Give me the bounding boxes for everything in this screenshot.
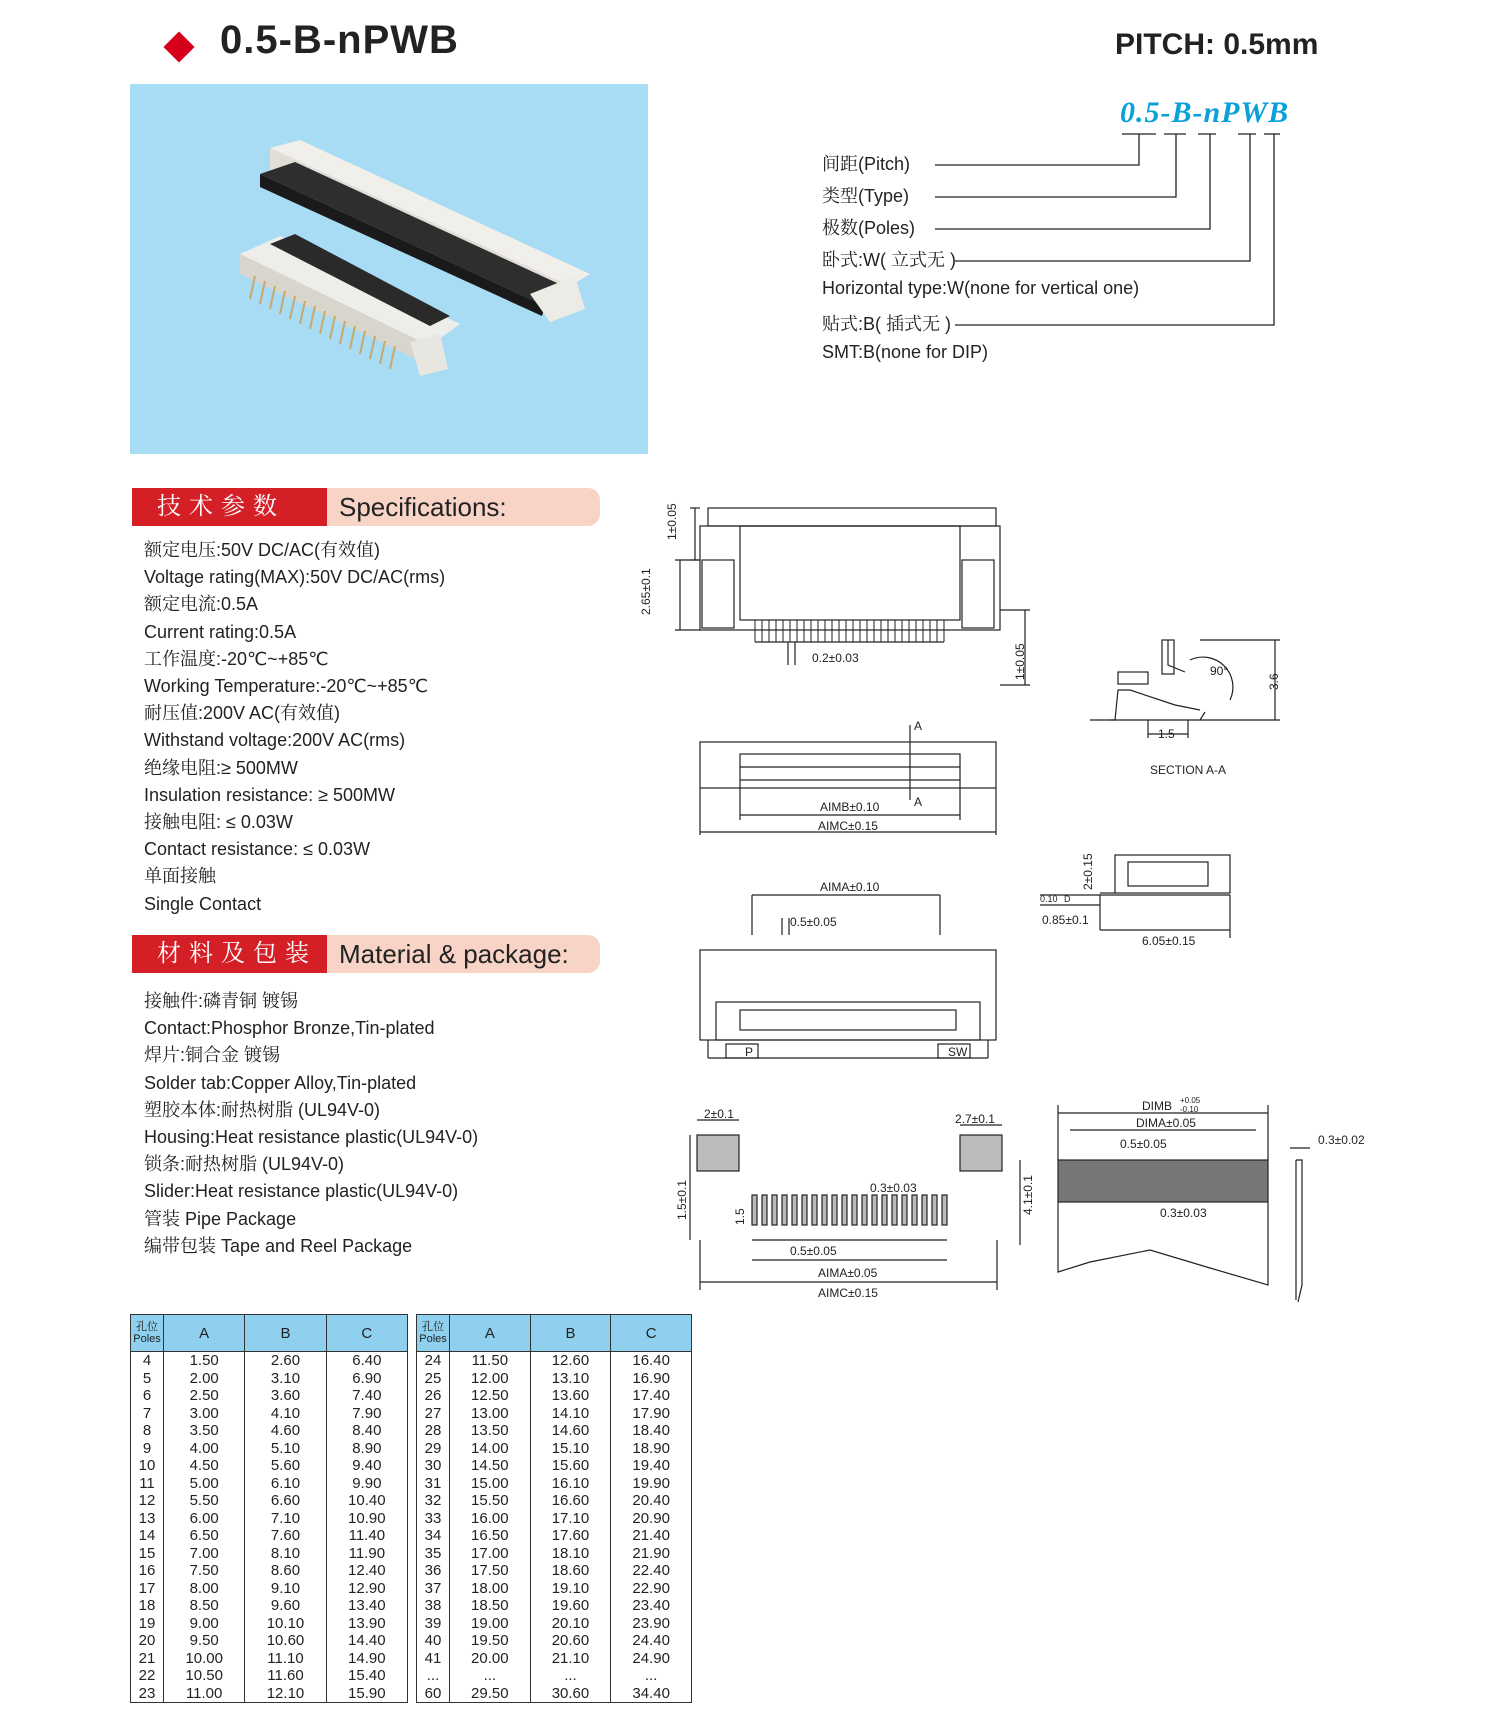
column-header-poles: 孔位 Poles bbox=[417, 1315, 450, 1352]
dim-label: 0.85±0.1 bbox=[1042, 913, 1089, 927]
table-cell: 41 bbox=[417, 1650, 450, 1668]
legend-smt-en: SMT:B(none for DIP) bbox=[822, 342, 989, 362]
table-cell: 12.00 bbox=[450, 1370, 531, 1388]
table-cell: 8 bbox=[131, 1422, 164, 1440]
table-row bbox=[417, 1457, 692, 1475]
dim-label: P bbox=[745, 1045, 754, 1059]
table-row bbox=[417, 1510, 692, 1528]
dim-label: AIMC±0.15 bbox=[818, 1286, 878, 1300]
table-cell: 10.40 bbox=[326, 1492, 407, 1510]
table-cell: 40 bbox=[417, 1632, 450, 1650]
table-row bbox=[417, 1387, 692, 1405]
table-cell: 34 bbox=[417, 1527, 450, 1545]
dim-label: 0.5±0.05 bbox=[790, 1244, 837, 1258]
table-cell: 18.60 bbox=[530, 1562, 611, 1580]
table-cell: 13.10 bbox=[530, 1370, 611, 1388]
material-line: 焊片:铜合金 镀锡 bbox=[144, 1045, 281, 1066]
table-cell: 10.60 bbox=[245, 1632, 326, 1650]
spec-line: Working Temperature:-20℃~+85℃ bbox=[144, 676, 428, 697]
table-cell: 10.50 bbox=[164, 1667, 245, 1685]
dim-label: A bbox=[914, 719, 923, 733]
table-cell: 11.00 bbox=[164, 1685, 245, 1703]
table-row bbox=[131, 1405, 408, 1423]
dim-label: 0.3±0.03 bbox=[870, 1181, 917, 1195]
table-cell: 19.10 bbox=[530, 1580, 611, 1598]
table-cell: 30.60 bbox=[530, 1685, 611, 1703]
dim-label: 1.5 bbox=[1158, 727, 1175, 741]
table-cell: 3.10 bbox=[245, 1370, 326, 1388]
dim-label: 6.05±0.15 bbox=[1142, 934, 1196, 948]
table-row bbox=[417, 1580, 692, 1598]
table-cell: 7.60 bbox=[245, 1527, 326, 1545]
table-cell: 20 bbox=[131, 1632, 164, 1650]
table-cell: 7.50 bbox=[164, 1562, 245, 1580]
part-code: 0.5-B-nPWB bbox=[1120, 96, 1290, 129]
table-row bbox=[417, 1562, 692, 1580]
table-row bbox=[131, 1422, 408, 1440]
table-cell: 19.50 bbox=[450, 1632, 531, 1650]
table-row bbox=[131, 1510, 408, 1528]
table-row bbox=[417, 1527, 692, 1545]
table-row bbox=[131, 1352, 408, 1370]
table-cell: 20.40 bbox=[611, 1492, 692, 1510]
dim-label: AIMA±0.10 bbox=[820, 880, 880, 894]
table-cell: 17.00 bbox=[450, 1545, 531, 1563]
legend-poles: 极数(Poles) bbox=[822, 218, 916, 238]
dim-label: A bbox=[914, 795, 923, 809]
table-cell: 25 bbox=[417, 1370, 450, 1388]
dim-label: AIMA±0.05 bbox=[818, 1266, 878, 1280]
table-cell: 11 bbox=[131, 1475, 164, 1493]
dim-label: 2.65±0.1 bbox=[639, 568, 653, 615]
table-cell: 9.50 bbox=[164, 1632, 245, 1650]
table-cell: 8.50 bbox=[164, 1597, 245, 1615]
table-cell: 21 bbox=[131, 1650, 164, 1668]
dim-label: 0.10 bbox=[1040, 894, 1058, 904]
table-cell: 6.90 bbox=[326, 1370, 407, 1388]
table-row bbox=[417, 1632, 692, 1650]
table-cell: 8.00 bbox=[164, 1580, 245, 1598]
table-cell: 23.90 bbox=[611, 1615, 692, 1633]
table-cell: ... bbox=[450, 1667, 531, 1685]
table-cell: ... bbox=[530, 1667, 611, 1685]
legend-smt-cn: 贴式:B( 插式无 ) bbox=[822, 314, 951, 334]
table-cell: 14.90 bbox=[326, 1650, 407, 1668]
table-cell: 12.90 bbox=[326, 1580, 407, 1598]
table-row bbox=[417, 1475, 692, 1493]
table-row bbox=[131, 1685, 408, 1703]
table-cell: 12 bbox=[131, 1492, 164, 1510]
table-row bbox=[417, 1685, 692, 1703]
column-header-a: A bbox=[450, 1315, 531, 1352]
table-row bbox=[131, 1667, 408, 1685]
table-cell: 10.00 bbox=[164, 1650, 245, 1668]
table-cell: 29 bbox=[417, 1440, 450, 1458]
table-cell: 2.50 bbox=[164, 1387, 245, 1405]
dim-label: 1±0.05 bbox=[665, 503, 679, 540]
table-row bbox=[417, 1650, 692, 1668]
table-cell: 6.40 bbox=[326, 1352, 407, 1370]
spec-line: 单面接触 bbox=[144, 866, 216, 887]
table-cell: 37 bbox=[417, 1580, 450, 1598]
table-cell: 2.60 bbox=[245, 1352, 326, 1370]
table-cell: 23 bbox=[131, 1685, 164, 1703]
table-cell: 4.00 bbox=[164, 1440, 245, 1458]
material-line: Solder tab:Copper Alloy,Tin-plated bbox=[144, 1072, 417, 1093]
material-line: Housing:Heat resistance plastic(UL94V-0) bbox=[144, 1127, 479, 1148]
table-cell: 16.60 bbox=[530, 1492, 611, 1510]
table-cell: 9.90 bbox=[326, 1475, 407, 1493]
table-cell: 3.60 bbox=[245, 1387, 326, 1405]
material-line: Contact:Phosphor Bronze,Tin-plated bbox=[144, 1018, 435, 1039]
table-row bbox=[417, 1597, 692, 1615]
table-cell: 22.90 bbox=[611, 1580, 692, 1598]
table-row bbox=[131, 1370, 408, 1388]
spec-line: Insulation resistance: ≥ 500MW bbox=[144, 784, 395, 805]
table-row bbox=[131, 1597, 408, 1615]
table-cell: 13.60 bbox=[530, 1387, 611, 1405]
page-title: 0.5-B-nPWB bbox=[220, 18, 459, 62]
table-cell: 14.50 bbox=[450, 1457, 531, 1475]
table-cell: 28 bbox=[417, 1422, 450, 1440]
table-cell: 24 bbox=[417, 1352, 450, 1370]
table-cell: 24.90 bbox=[611, 1650, 692, 1668]
table-row bbox=[131, 1580, 408, 1598]
table-cell: 17.10 bbox=[530, 1510, 611, 1528]
table-cell: 10 bbox=[131, 1457, 164, 1475]
table-cell: 19 bbox=[131, 1615, 164, 1633]
table-cell: 38 bbox=[417, 1597, 450, 1615]
table-cell: 39 bbox=[417, 1615, 450, 1633]
table-cell: 17.50 bbox=[450, 1562, 531, 1580]
table-cell: 14.60 bbox=[530, 1422, 611, 1440]
table-cell: 33 bbox=[417, 1510, 450, 1528]
table-cell: 6.10 bbox=[245, 1475, 326, 1493]
table-row bbox=[131, 1492, 408, 1510]
table-row bbox=[417, 1492, 692, 1510]
legend-pitch: 间距(Pitch) bbox=[822, 154, 911, 174]
table-row bbox=[131, 1650, 408, 1668]
table-cell: 20.10 bbox=[530, 1615, 611, 1633]
table-cell: 36 bbox=[417, 1562, 450, 1580]
table-cell: 10.10 bbox=[245, 1615, 326, 1633]
table-cell: 16.90 bbox=[611, 1370, 692, 1388]
table-cell: 4.10 bbox=[245, 1405, 326, 1423]
table-cell: 32 bbox=[417, 1492, 450, 1510]
table-cell: 29.50 bbox=[450, 1685, 531, 1703]
table-row bbox=[131, 1387, 408, 1405]
fpc-drawing bbox=[1058, 1105, 1310, 1302]
table-row bbox=[417, 1615, 692, 1633]
table-cell: 5 bbox=[131, 1370, 164, 1388]
table-cell: 14.00 bbox=[450, 1440, 531, 1458]
poles-table-right bbox=[416, 1314, 692, 1703]
table-row bbox=[131, 1545, 408, 1563]
table-cell: 12.50 bbox=[450, 1387, 531, 1405]
dim-label: 0.2±0.03 bbox=[812, 651, 859, 665]
table-cell: 14.10 bbox=[530, 1405, 611, 1423]
table-cell: 22 bbox=[131, 1667, 164, 1685]
table-cell: 4 bbox=[131, 1352, 164, 1370]
table-cell: 6 bbox=[131, 1387, 164, 1405]
table-row bbox=[131, 1615, 408, 1633]
dim-label: SW bbox=[948, 1045, 968, 1059]
table-cell: 21.40 bbox=[611, 1527, 692, 1545]
table-cell: 18 bbox=[131, 1597, 164, 1615]
table-cell: 9.10 bbox=[245, 1580, 326, 1598]
table-cell: 11.90 bbox=[326, 1545, 407, 1563]
table-cell: 31 bbox=[417, 1475, 450, 1493]
pcb-layout-drawing bbox=[690, 1120, 1020, 1290]
table-cell: 17.40 bbox=[611, 1387, 692, 1405]
table-cell: 19.40 bbox=[611, 1457, 692, 1475]
dim-label: 0.5±0.05 bbox=[1120, 1137, 1167, 1151]
dim-label: -0.10 bbox=[1180, 1105, 1199, 1114]
bottom-view-drawing bbox=[700, 895, 996, 1058]
table-cell: 5.50 bbox=[164, 1492, 245, 1510]
spec-line: 额定电流:0.5A bbox=[144, 594, 259, 615]
dim-label: DIMB bbox=[1142, 1099, 1172, 1113]
table-cell: 11.50 bbox=[450, 1352, 531, 1370]
table-cell: 15 bbox=[131, 1545, 164, 1563]
table-cell: 13.00 bbox=[450, 1405, 531, 1423]
table-row bbox=[131, 1562, 408, 1580]
spec-line: 绝缘电阻:≥ 500MW bbox=[144, 757, 298, 778]
table-cell: 15.40 bbox=[326, 1667, 407, 1685]
table-cell: 12.60 bbox=[530, 1352, 611, 1370]
table-cell: 35 bbox=[417, 1545, 450, 1563]
table-cell: 27 bbox=[417, 1405, 450, 1423]
table-cell: 18.90 bbox=[611, 1440, 692, 1458]
material-line: Slider:Heat resistance plastic(UL94V-0) bbox=[144, 1181, 459, 1202]
table-cell: 5.00 bbox=[164, 1475, 245, 1493]
table-cell: 9.40 bbox=[326, 1457, 407, 1475]
table-row bbox=[417, 1405, 692, 1423]
spec-line: Withstand voltage:200V AC(rms) bbox=[144, 730, 406, 751]
material-line: 编带包装 Tape and Reel Package bbox=[144, 1235, 413, 1256]
table-cell: 18.40 bbox=[611, 1422, 692, 1440]
table-cell: 1.50 bbox=[164, 1352, 245, 1370]
table-cell: 3.00 bbox=[164, 1405, 245, 1423]
material-en-title: Material & package: bbox=[327, 935, 600, 973]
spec-line: Voltage rating(MAX):50V DC/AC(rms) bbox=[144, 567, 446, 588]
table-row bbox=[131, 1475, 408, 1493]
table-cell: 18.10 bbox=[530, 1545, 611, 1563]
table-cell: 4.50 bbox=[164, 1457, 245, 1475]
column-header-c: C bbox=[326, 1315, 407, 1352]
table-cell: 24.40 bbox=[611, 1632, 692, 1650]
table-cell: 8.10 bbox=[245, 1545, 326, 1563]
table-cell: 6.00 bbox=[164, 1510, 245, 1528]
table-cell: 16.00 bbox=[450, 1510, 531, 1528]
dim-label: 2±0.15 bbox=[1081, 853, 1095, 890]
dim-label: AIMB±0.10 bbox=[820, 800, 880, 814]
table-cell: 5.10 bbox=[245, 1440, 326, 1458]
spec-line: Contact resistance: ≤ 0.03W bbox=[144, 839, 370, 860]
table-row bbox=[417, 1440, 692, 1458]
dim-label: 1.5 bbox=[733, 1208, 747, 1225]
table-cell: 15.00 bbox=[450, 1475, 531, 1493]
table-cell: 20.00 bbox=[450, 1650, 531, 1668]
spec-line: Current rating:0.5A bbox=[144, 621, 297, 642]
table-cell: 2.00 bbox=[164, 1370, 245, 1388]
table-cell: 7.10 bbox=[245, 1510, 326, 1528]
table-cell: 17 bbox=[131, 1580, 164, 1598]
table-cell: 15.50 bbox=[450, 1492, 531, 1510]
column-header-a: A bbox=[164, 1315, 245, 1352]
table-cell: 8.60 bbox=[245, 1562, 326, 1580]
table-cell: 16.10 bbox=[530, 1475, 611, 1493]
specifications-en-title: Specifications: bbox=[327, 488, 600, 526]
dim-label: 0.5±0.05 bbox=[790, 915, 837, 929]
material-line: 管装 Pipe Package bbox=[144, 1208, 297, 1229]
spec-line: 耐压值:200V AC(有效值) bbox=[144, 703, 341, 724]
table-cell: 8.90 bbox=[326, 1440, 407, 1458]
table-cell: 15.10 bbox=[530, 1440, 611, 1458]
legend-horizontal-cn: 卧式:W( 立式无 ) bbox=[822, 250, 956, 270]
table-row bbox=[417, 1352, 692, 1370]
table-cell: 30 bbox=[417, 1457, 450, 1475]
table-cell: 18.50 bbox=[450, 1597, 531, 1615]
table-cell: 6.50 bbox=[164, 1527, 245, 1545]
table-cell: 7 bbox=[131, 1405, 164, 1423]
table-cell: 14.40 bbox=[326, 1632, 407, 1650]
table-cell: 20.60 bbox=[530, 1632, 611, 1650]
table-cell: 11.40 bbox=[326, 1527, 407, 1545]
dim-label: 0.3±0.02 bbox=[1318, 1133, 1365, 1147]
table-cell: 5.60 bbox=[245, 1457, 326, 1475]
table-cell: 18.00 bbox=[450, 1580, 531, 1598]
section-aa-drawing bbox=[1090, 640, 1280, 738]
table-cell: 60 bbox=[417, 1685, 450, 1703]
table-cell: 22.40 bbox=[611, 1562, 692, 1580]
table-row bbox=[131, 1632, 408, 1650]
table-row bbox=[131, 1527, 408, 1545]
column-header-b: B bbox=[530, 1315, 611, 1352]
dim-label: D bbox=[1064, 894, 1071, 904]
table-cell: 21.90 bbox=[611, 1545, 692, 1563]
table-cell: 13.50 bbox=[450, 1422, 531, 1440]
material-line: 塑胶本体:耐热树脂 (UL94V-0) bbox=[144, 1099, 381, 1120]
table-cell: 3.50 bbox=[164, 1422, 245, 1440]
table-cell: 4.60 bbox=[245, 1422, 326, 1440]
pitch-label: PITCH: 0.5mm bbox=[1115, 28, 1319, 61]
table-cell: 17.90 bbox=[611, 1405, 692, 1423]
dim-label: 1.5±0.1 bbox=[675, 1180, 689, 1220]
table-cell: 6.60 bbox=[245, 1492, 326, 1510]
table-row bbox=[131, 1457, 408, 1475]
table-cell: 9.60 bbox=[245, 1597, 326, 1615]
column-header-c: C bbox=[611, 1315, 692, 1352]
table-cell: 11.60 bbox=[245, 1667, 326, 1685]
section-label: SECTION A-A bbox=[1150, 763, 1227, 777]
table-cell: 15.60 bbox=[530, 1457, 611, 1475]
table-cell: 34.40 bbox=[611, 1685, 692, 1703]
table-cell: 9 bbox=[131, 1440, 164, 1458]
table-cell: 26 bbox=[417, 1387, 450, 1405]
table-cell: 12.10 bbox=[245, 1685, 326, 1703]
table-cell: 13 bbox=[131, 1510, 164, 1528]
dim-label: 0.3±0.03 bbox=[1160, 1206, 1207, 1220]
table-cell: 16.40 bbox=[611, 1352, 692, 1370]
legend-horizontal-en: Horizontal type:W(none for vertical one) bbox=[822, 278, 1140, 298]
material-line: 锁条:耐热树脂 (UL94V-0) bbox=[144, 1154, 345, 1175]
column-header-poles: 孔位 Poles bbox=[131, 1315, 164, 1352]
table-row bbox=[417, 1667, 692, 1685]
table-cell: 13.40 bbox=[326, 1597, 407, 1615]
table-cell: 23.40 bbox=[611, 1597, 692, 1615]
table-cell: 9.00 bbox=[164, 1615, 245, 1633]
table-cell: 16.50 bbox=[450, 1527, 531, 1545]
dim-label: 2.7±0.1 bbox=[955, 1112, 995, 1126]
table-cell: 19.60 bbox=[530, 1597, 611, 1615]
table-cell: 7.40 bbox=[326, 1387, 407, 1405]
legend-type: 类型(Type) bbox=[822, 186, 910, 206]
table-cell: 11.10 bbox=[245, 1650, 326, 1668]
table-cell: 10.90 bbox=[326, 1510, 407, 1528]
spec-line: Single Contact bbox=[144, 893, 262, 914]
table-cell: 19.90 bbox=[611, 1475, 692, 1493]
poles-table-left bbox=[130, 1314, 408, 1703]
specifications-cn-title: 技术参数 bbox=[132, 488, 327, 526]
table-cell: 15.90 bbox=[326, 1685, 407, 1703]
table-cell: 7.90 bbox=[326, 1405, 407, 1423]
dim-label: 3.6 bbox=[1267, 673, 1281, 690]
dim-label: DIMA±0.05 bbox=[1136, 1116, 1196, 1130]
table-cell: 17.60 bbox=[530, 1527, 611, 1545]
table-cell: 20.90 bbox=[611, 1510, 692, 1528]
dim-label: 1±0.05 bbox=[1013, 643, 1027, 680]
table-cell: 14 bbox=[131, 1527, 164, 1545]
dim-label: AIMC±0.15 bbox=[818, 819, 878, 833]
material-cn-title: 材料及包装 bbox=[132, 935, 327, 973]
spec-line: 接触电阻: ≤ 0.03W bbox=[144, 812, 293, 833]
table-cell: 8.40 bbox=[326, 1422, 407, 1440]
table-cell: 19.00 bbox=[450, 1615, 531, 1633]
table-cell: 21.10 bbox=[530, 1650, 611, 1668]
table-cell: ... bbox=[417, 1667, 450, 1685]
table-cell: ... bbox=[611, 1667, 692, 1685]
table-cell: 7.00 bbox=[164, 1545, 245, 1563]
dim-label: 2±0.1 bbox=[704, 1107, 734, 1121]
dim-label: +0.05 bbox=[1180, 1096, 1201, 1105]
spec-line: 工作温度:-20℃~+85℃ bbox=[144, 648, 329, 669]
dim-label: 4.1±0.1 bbox=[1021, 1175, 1035, 1215]
spec-line: 额定电压:50V DC/AC(有效值) bbox=[144, 540, 381, 560]
table-cell: 12.40 bbox=[326, 1562, 407, 1580]
table-row bbox=[417, 1545, 692, 1563]
material-line: 接触件:磷青铜 镀锡 bbox=[144, 991, 299, 1011]
dim-label: 90° bbox=[1210, 664, 1229, 678]
table-row bbox=[131, 1440, 408, 1458]
table-cell: 13.90 bbox=[326, 1615, 407, 1633]
column-header-b: B bbox=[245, 1315, 326, 1352]
table-row bbox=[417, 1370, 692, 1388]
table-row bbox=[417, 1422, 692, 1440]
table-cell: 16 bbox=[131, 1562, 164, 1580]
